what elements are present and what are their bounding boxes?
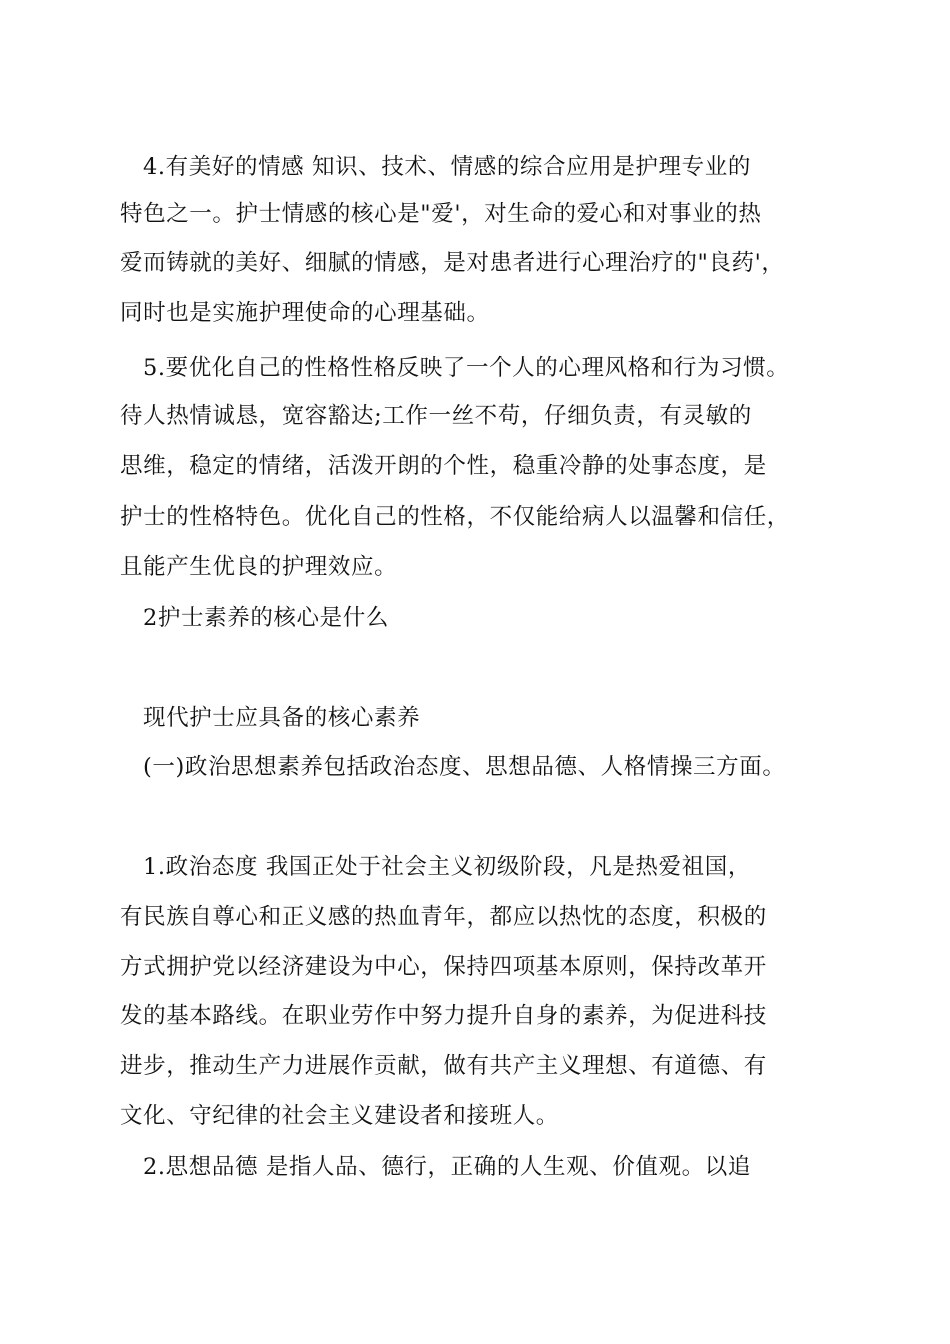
paragraph-line: 文化、守纪律的社会主义建设者和接班人。 — [120, 1103, 559, 1129]
section-heading: 2护士素养的核心是什么 — [143, 605, 389, 631]
paragraph-line: 发的基本路线。在职业劳作中努力提升自身的素养，为促进科技 — [120, 1003, 767, 1029]
paragraph-line: 护士的性格特色。优化自己的性格，不仅能给病人以温馨和信任， — [120, 504, 790, 530]
paragraph-line: 进步，推动生产力进展作贡献，做有共产主义理想、有道德、有 — [120, 1053, 767, 1079]
paragraph-line: 2.思想品德 是指人品、德行，正确的人生观、价值观。以追 — [143, 1154, 751, 1180]
paragraph-line: 思维，稳定的情绪，活泼开朗的个性，稳重冷静的处事态度，是 — [120, 453, 767, 479]
paragraph-line: 爱而铸就的美好、细腻的情感，是对患者进行心理治疗的"良药'， — [120, 250, 785, 276]
paragraph-line: 同时也是实施护理使命的心理基础。 — [120, 300, 490, 326]
section-heading: 现代护士应具备的核心素养 — [143, 705, 421, 731]
paragraph-line: 4.有美好的情感 知识、技术、情感的综合应用是护理专业的 — [143, 154, 751, 180]
paragraph-line: 待人热情诚恳，宽容豁达;工作一丝不苟，仔细负责，有灵敏的 — [120, 403, 752, 429]
paragraph-line: 特色之一。护士情感的核心是"爱'，对生命的爱心和对事业的热 — [120, 201, 762, 227]
paragraph-line: 1.政治态度 我国正处于社会主义初级阶段，凡是热爱祖国， — [143, 854, 751, 880]
paragraph-line: 5.要优化自己的性格性格反映了一个人的心理风格和行为习惯。 — [143, 355, 790, 381]
paragraph-line: 且能产生优良的护理效应。 — [120, 554, 398, 580]
subsection-heading: (一)政治思想素养包括政治态度、思想品德、人格情操三方面。 — [143, 754, 786, 780]
paragraph-line: 方式拥护党以经济建设为中心，保持四项基本原则，保持改革开 — [120, 954, 767, 980]
paragraph-line: 有民族自尊心和正义感的热血青年，都应以热忱的态度，积极的 — [120, 904, 767, 930]
